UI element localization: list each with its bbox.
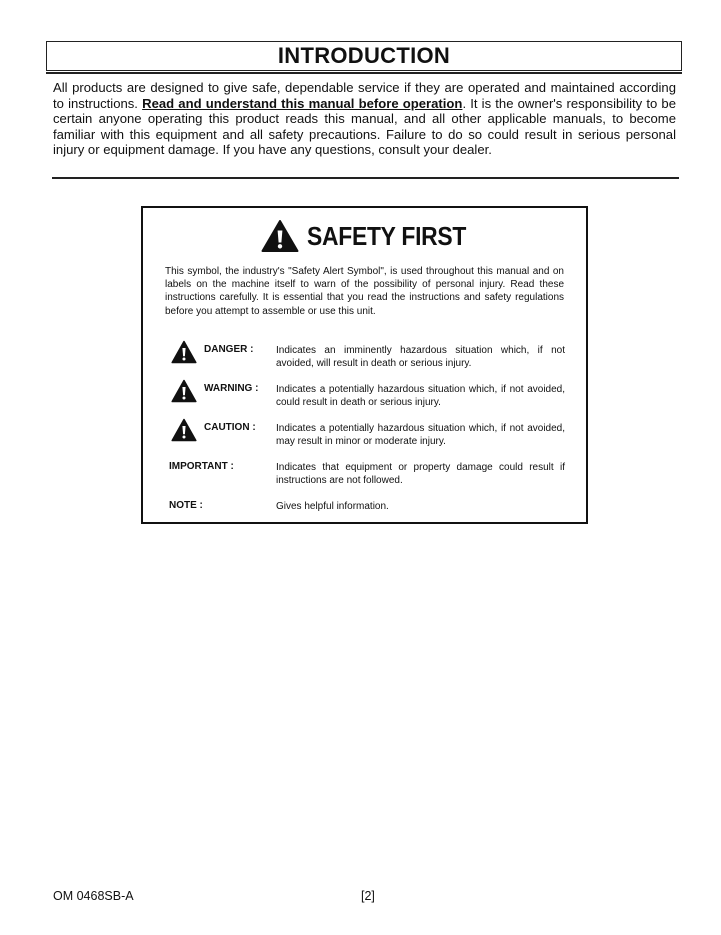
document-number: OM 0468SB-A (53, 889, 134, 903)
signal-label: DANGER : (204, 344, 254, 355)
signal-label: IMPORTANT : (169, 461, 234, 472)
page-number: [2] (361, 889, 375, 903)
signal-description: Indicates a potentially hazardous situation which, if not avoided, may result in minor or moderate injury. (276, 423, 565, 448)
title-box (46, 41, 682, 71)
signal-row-important (165, 461, 565, 489)
safety-alert-icon (171, 340, 197, 369)
safety-alert-icon (171, 379, 197, 408)
signal-description: Indicates an imminently hazardous situation which, if not avoided, will result in death or serious injury. (276, 345, 565, 370)
signal-label: CAUTION : (204, 422, 256, 433)
signal-row-caution (165, 422, 565, 450)
intro-emphasis: Read and understand this manual before operation (142, 95, 463, 111)
safety-first-box (141, 206, 588, 524)
section-divider (52, 177, 679, 179)
signal-description: Gives helpful information. (276, 501, 389, 512)
safety-title: SAFETY FIRST (307, 220, 467, 251)
safety-description: This symbol, the industry's "Safety Alert Symbol", is used throughout this manual and on labels on the machine itself to warn of the possibility of personal injury. Read these instructions carefully. It is essential that you read the instructions and safety regulations before you attempt to assemble or use this unit. (165, 266, 564, 317)
signal-description: Indicates that equipment or property damage could result if instructions are not followed. (276, 462, 565, 487)
safety-alert-icon (261, 219, 299, 253)
page-title: INTRODUCTION (277, 43, 451, 68)
intro-paragraph (53, 80, 676, 158)
intro-text-start: All products are designed to give safe, dependable service if they are operated and maintained according to instructions. (53, 80, 676, 111)
signal-row-warning (165, 383, 565, 411)
safety-header (261, 218, 488, 254)
intro-text-end: . It is the owner's responsibility to be certain anyone operating this product reads this manual, and all other applicable manuals, to become familiar with this equipment and all safety precautions. Failure to do so could result in serious personal injury or equipment damage. If you have any questions, consult your dealer. (53, 95, 676, 158)
signal-label: NOTE : (169, 500, 203, 511)
signal-label: WARNING : (204, 383, 259, 394)
signal-row-danger (165, 344, 565, 372)
title-underline (46, 72, 682, 74)
signal-row-note (165, 500, 565, 528)
safety-alert-icon (171, 418, 197, 447)
signal-description: Indicates a potentially hazardous situation which, if not avoided, could result in death or serious injury. (276, 384, 565, 409)
